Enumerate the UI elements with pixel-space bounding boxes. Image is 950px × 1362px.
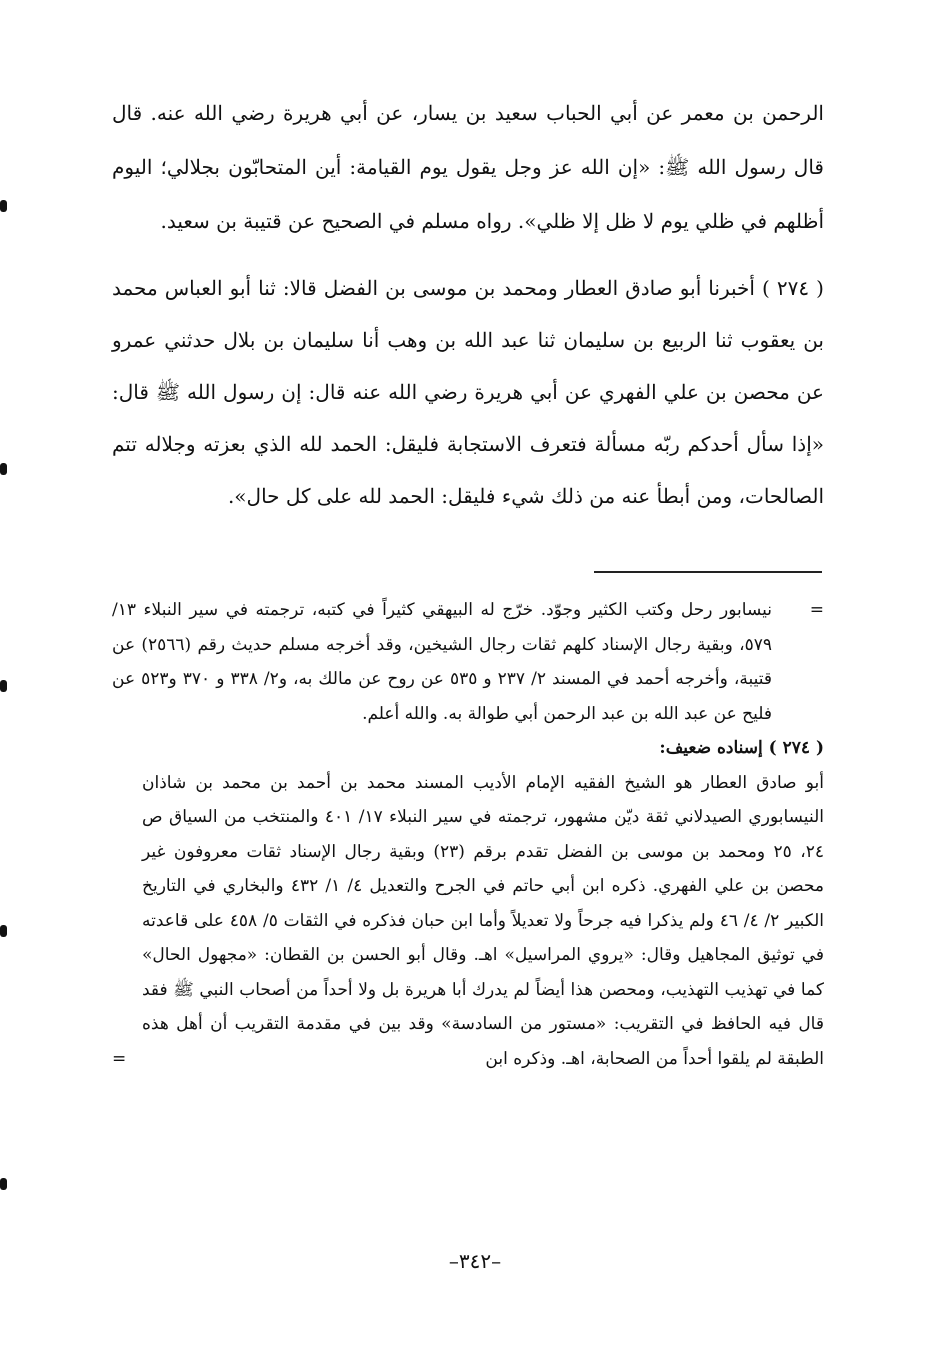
hadith-273-end: الرحمن بن معمر عن أبي الحباب سعيد بن يسار، عن أبي هريرة رضي الله عنه. قال قال رسول الله ﷺ: «إن الله عز وجل يقول يوم القيامة: أين المتحابّون بجلالي؛ اليوم أظلهم في ظلي يوم لا ظل إلا ظلي». رواه مسلم في الصحيح عن قتيبة بن سعيد. bbox=[112, 101, 824, 233]
footnote-separator bbox=[594, 571, 822, 573]
footnote-274-heading: ( ٢٧٤ ) إسناده ضعيف: bbox=[659, 738, 824, 758]
footnote-continuation-text: نيسابور رحل وكتب الكثير وجوّد. خرّج له البيهقي كثيراً في كتبه، ترجمته في سير النبلاء ١٣/ ٥٧٩، وبقية رجال الإسناد كلهم ثقات رجال الشيخين، وقد أخرجه مسلم حديث رقم (٢٥٦٦) عن قتيبة، وأخرجه أحمد في المسند ٢/ ٢٣٧ و ٥٣٥ عن روح عن مالك به، و٢/ ٣٣٨ و ٣٧٠ و٥٢٣ عن فليح عن عبد الله بن عبد الرحمن أبي طوالة به. والله أعلم. bbox=[112, 600, 772, 724]
page-number: –٣٤٢– bbox=[448, 1249, 502, 1273]
footnotes bbox=[112, 593, 824, 1076]
footnote-274-text: أبو صادق العطار هو الشيخ الفقيه الإمام الأديب المسند محمد بن أحمد بن محمد بن شاذان النيسابوري الصيدلاني ثقة ديّن مشهور، ترجمته في سير النبلاء ١٧/ ٤٠١ والمنتخب من السياق ص ٢٤، ٢٥ ومحمد بن موسى بن الفضل تقدم برقم (٢٣) وبقية رجال الإسناد ثقات معروفون غير محصن بن علي الفهري. ذكره ابن أبي حاتم في الجرح والتعديل ٤/ ١/ ٤٣٢ والبخاري في التاريخ الكبير ٢/ ٤/ ٤٦ ولم يذكرا فيه جرحاً ولا تعديلاً وأما ابن حبان فذكره في الثقات ٥/ ٤٥٨ على قاعدته في توثيق المجاهيل وقال: «يروي المراسيل» اهـ. وقال أبو الحسن بن القطان: «مجهول الحال» كما في تهذيب التهذيب، ومحصن هذا أيضاً لم يدرك أبا هريرة بل ولا أحداً من أصحاب النبي ﷺ فقد قال فيه الحافظ في التقريب: «مستور من السادسة» وقد بين في مقدمة التقريب أن أهل هذه الطبقة لم يلقوا أحداً من الصحابة، اهـ. وذكره ابن bbox=[142, 772, 825, 1069]
scan-dot bbox=[0, 1178, 7, 1190]
hadith-274-text: أخبرنا أبو صادق العطار ومحمد بن موسى بن الفضل قالا: ثنا أبو العباس محمد بن يعقوب ثنا الربيع بن سليمان ثنا عبد الله بن وهب أنا سليمان بن بلال حدثني عمرو عن محصن بن علي الفهري عن أبي هريرة رضي الله عنه قال: إن رسول الله ﷺ قال: «إذا سأل أحدكم ربّه مسألة فتعرف الاستجابة فليقل: الحمد لله الذي بعزته وجلاله تتم الصالحات، ومن أبطأ عنه من ذلك شيء فليقل: الحمد لله على كل حال». bbox=[112, 276, 824, 508]
scan-dot bbox=[0, 680, 7, 692]
main-text bbox=[112, 86, 824, 522]
continuation-mark: = bbox=[809, 600, 824, 620]
scan-dot bbox=[0, 200, 7, 212]
scan-dot bbox=[0, 463, 7, 475]
end-continuation-mark: = bbox=[112, 1048, 127, 1069]
scan-dot bbox=[0, 925, 7, 937]
hadith-274-number: ( ٢٧٤ ) bbox=[762, 276, 824, 300]
hadith-274 bbox=[112, 262, 824, 522]
footnote-continuation bbox=[112, 593, 824, 731]
footnote-274 bbox=[112, 766, 824, 1077]
